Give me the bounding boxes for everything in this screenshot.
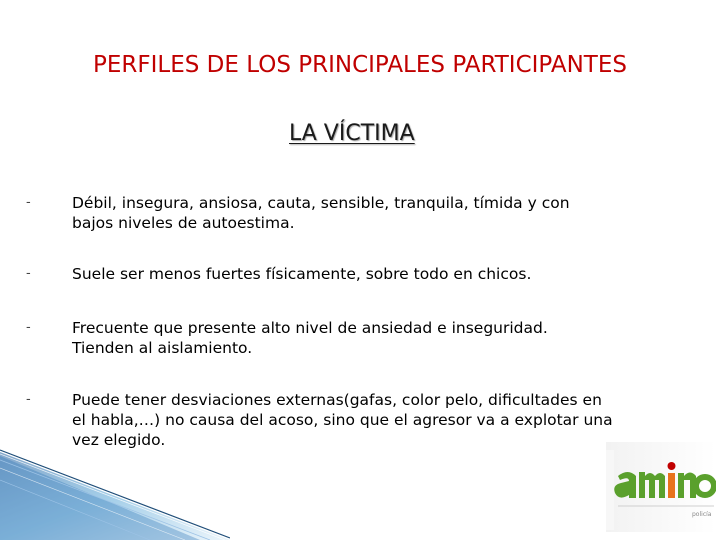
bullet-marker: - (26, 320, 31, 335)
bullet-text: Débil, insegura, ansiosa, cauta, sensible, tranquila, tímida y con bajos niveles de autoestima. (72, 194, 570, 232)
bullet-text: Suele ser menos fuertes físicamente, sobre todo en chicos. (72, 265, 532, 283)
amino-logo (606, 442, 716, 532)
bullet-text: Puede tener desviaciones externas(gafas, color pelo, dificultades en el habla,…) no causa del acoso, sino que el agresor va a explotar una vez elegido. (72, 391, 613, 449)
slide-subtitle: LA VÍCTIMA (289, 121, 415, 146)
amino-logo-graphic (606, 442, 716, 532)
bullet-marker: - (26, 266, 31, 281)
slide-title: PERFILES DE LOS PRINCIPALES PARTICIPANTES (93, 52, 627, 78)
bullet-marker: - (26, 195, 31, 210)
logo-caption: policía (692, 511, 712, 518)
bullet-text: Frecuente que presente alto nivel de ansiedad e inseguridad. Tienden al aislamiento. (72, 319, 548, 357)
bullet-marker: - (26, 392, 31, 407)
decor-waves-graphic (0, 440, 230, 540)
decor-waves (0, 440, 230, 540)
